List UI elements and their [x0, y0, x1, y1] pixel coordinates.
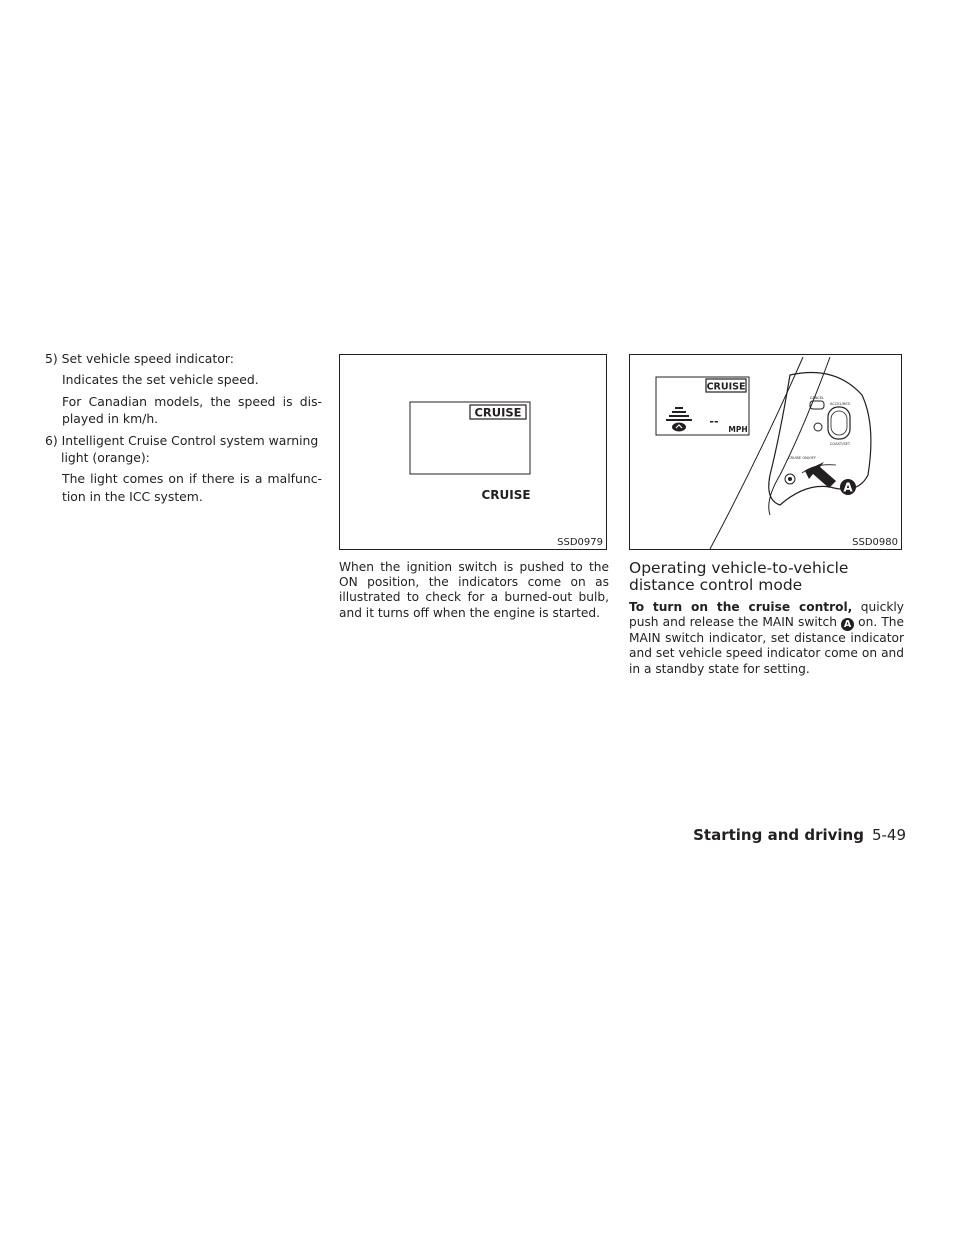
switch-label: CANCEL: [809, 396, 825, 400]
callout-a-ref: A: [841, 618, 854, 631]
figure-ssd0979: [339, 354, 607, 550]
item-description: [45, 371, 322, 427]
callout-a-label: A: [843, 480, 853, 495]
right-column: [629, 350, 904, 677]
figure-ssd0980: [629, 354, 902, 550]
steering-switch-illustration: [630, 355, 901, 549]
paragraph: When the ignition switch is pushed to the ON position, the indicators come on as illustrated to check for a burned-out bulb, and it turns off when the engine is started.: [339, 560, 609, 620]
distance-bars-icon: [666, 407, 692, 432]
cruise-caption: CRUISE: [481, 488, 531, 502]
section-title: Operating vehicle-to-vehicle distance control mode: [629, 559, 849, 594]
indicator-illustration: [340, 355, 606, 549]
figure-code: SSD0980: [852, 537, 898, 548]
list-item-5: [45, 350, 322, 428]
figure-code: SSD0979: [557, 537, 603, 548]
item-heading: 5) Set vehicle speed indicator:: [45, 351, 234, 366]
switch-label: CRUISE ON/OFF: [787, 456, 817, 460]
item-description: [45, 470, 322, 505]
speed-unit: MPH: [728, 425, 748, 434]
speed-dashes: --: [709, 415, 719, 428]
paragraph: [629, 600, 904, 677]
paragraph-text: quickly push and release the MAIN switch: [629, 600, 904, 630]
page-number: 5-49: [871, 826, 906, 844]
page-footer: [693, 826, 906, 844]
distance-button: [814, 423, 822, 431]
paragraph-text: on. The MAIN switch indicator, set distance indicator and set vehicle speed indicator come on and in a standby state for setting.: [629, 615, 904, 676]
main-switch-center: [788, 477, 792, 481]
item-heading: 6) Intelligent Cruise Control system warning light (orange):: [45, 432, 319, 466]
switch-label: COAST/SET: [829, 442, 851, 446]
middle-column: [339, 350, 609, 621]
switch-label: ACCEL/RES: [830, 402, 850, 406]
arrow-icon: [805, 462, 836, 488]
footer-section-title: Starting and driving: [693, 826, 864, 844]
list-item-6: [45, 432, 322, 506]
left-column: [45, 350, 322, 509]
set-resume-switch-inner: [831, 411, 847, 435]
cruise-indicator-label: CRUISE: [706, 381, 746, 393]
item-paragraph: Indicates the set vehicle speed.: [62, 372, 259, 388]
lead-text: To turn on the cruise control,: [629, 600, 853, 614]
cruise-indicator-label: CRUISE: [474, 405, 522, 420]
item-paragraph: For Canadian models, the speed is dis-played in km/h.: [62, 393, 322, 427]
item-paragraph: The light comes on if there is a malfunc-tion in the ICC system.: [62, 471, 322, 504]
